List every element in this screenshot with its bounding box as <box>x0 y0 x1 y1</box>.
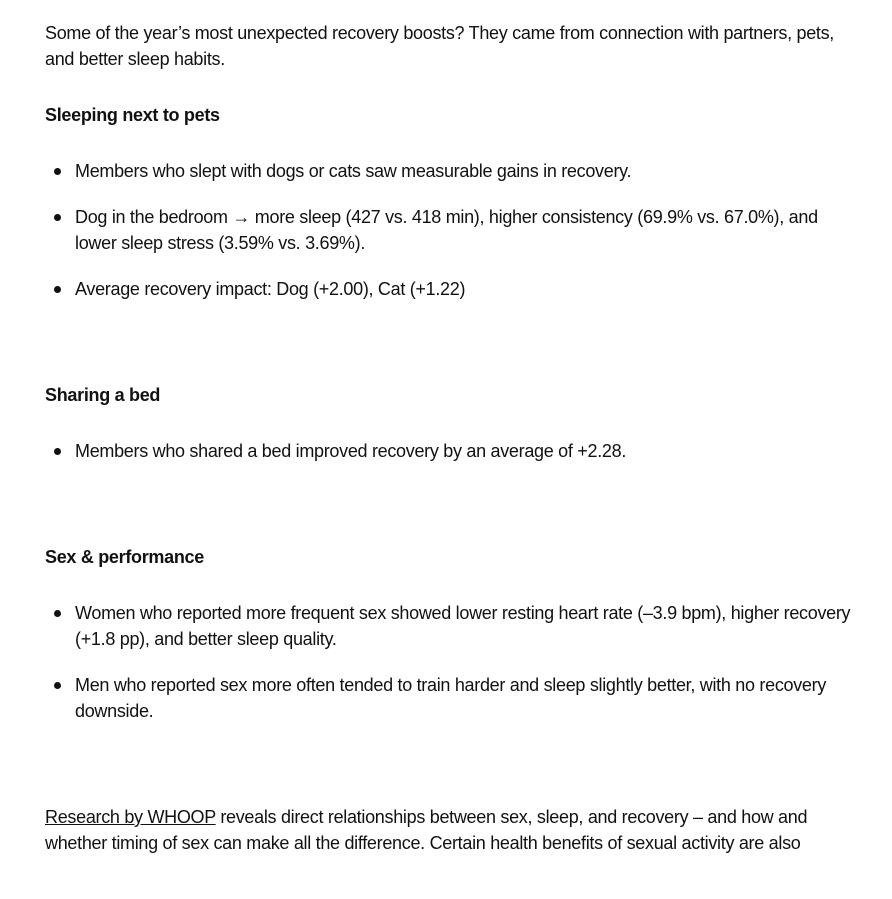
list-item <box>45 672 852 724</box>
bullet-list-sex <box>45 600 852 724</box>
list-item-text: Members who shared a bed improved recovery by an average of +2.28. <box>75 441 627 461</box>
bullet-dot <box>54 214 61 221</box>
section-sex <box>45 544 852 724</box>
list-item <box>45 158 852 184</box>
section-heading-pets: Sleeping next to pets <box>45 105 220 125</box>
closing-paragraph <box>45 804 852 856</box>
list-item <box>45 600 852 652</box>
section-pets <box>45 102 852 302</box>
list-item-text: Average recovery impact: Dog (+2.00), Cat (+1.22) <box>75 279 466 299</box>
section-heading-sex: Sex & performance <box>45 547 204 567</box>
list-item <box>45 204 852 256</box>
list-item-text: Men who reported sex more often tended to train harder and sleep slightly better, with no recovery downside. <box>75 675 827 721</box>
closing-text: reveals direct relationships between sex, sleep, and recovery – and how and whether timing of sex can make all the difference. Certain health benefits of sexual activity are also <box>45 807 808 853</box>
bullet-dot <box>54 286 61 293</box>
bullet-dot <box>54 168 61 175</box>
bullet-dot <box>54 448 61 455</box>
intro-paragraph: Some of the year’s most unexpected recovery boosts? They came from connection with partners, pets, and better sleep habits. <box>45 23 835 69</box>
bullet-list-bed <box>45 438 852 464</box>
list-item-text: Women who reported more frequent sex showed lower resting heart rate (–3.9 bpm), higher recovery (+1.8 pp), and better sleep quality. <box>75 603 851 649</box>
list-item <box>45 276 852 302</box>
bullet-list-pets <box>45 158 852 302</box>
bullet-dot <box>54 682 61 689</box>
section-bed <box>45 382 852 464</box>
list-item <box>45 438 852 464</box>
research-link[interactable]: Research by WHOOP <box>45 807 216 827</box>
list-item-text: Members who slept with dogs or cats saw measurable gains in recovery. <box>75 161 632 181</box>
section-heading-bed: Sharing a bed <box>45 385 161 405</box>
list-item-text: Dog in the bedroom → more sleep (427 vs. 418 min), higher consistency (69.9% vs. 67.0%), and lower sleep stress (3.59% vs. 3.69%). <box>75 207 818 253</box>
bullet-dot <box>54 610 61 617</box>
